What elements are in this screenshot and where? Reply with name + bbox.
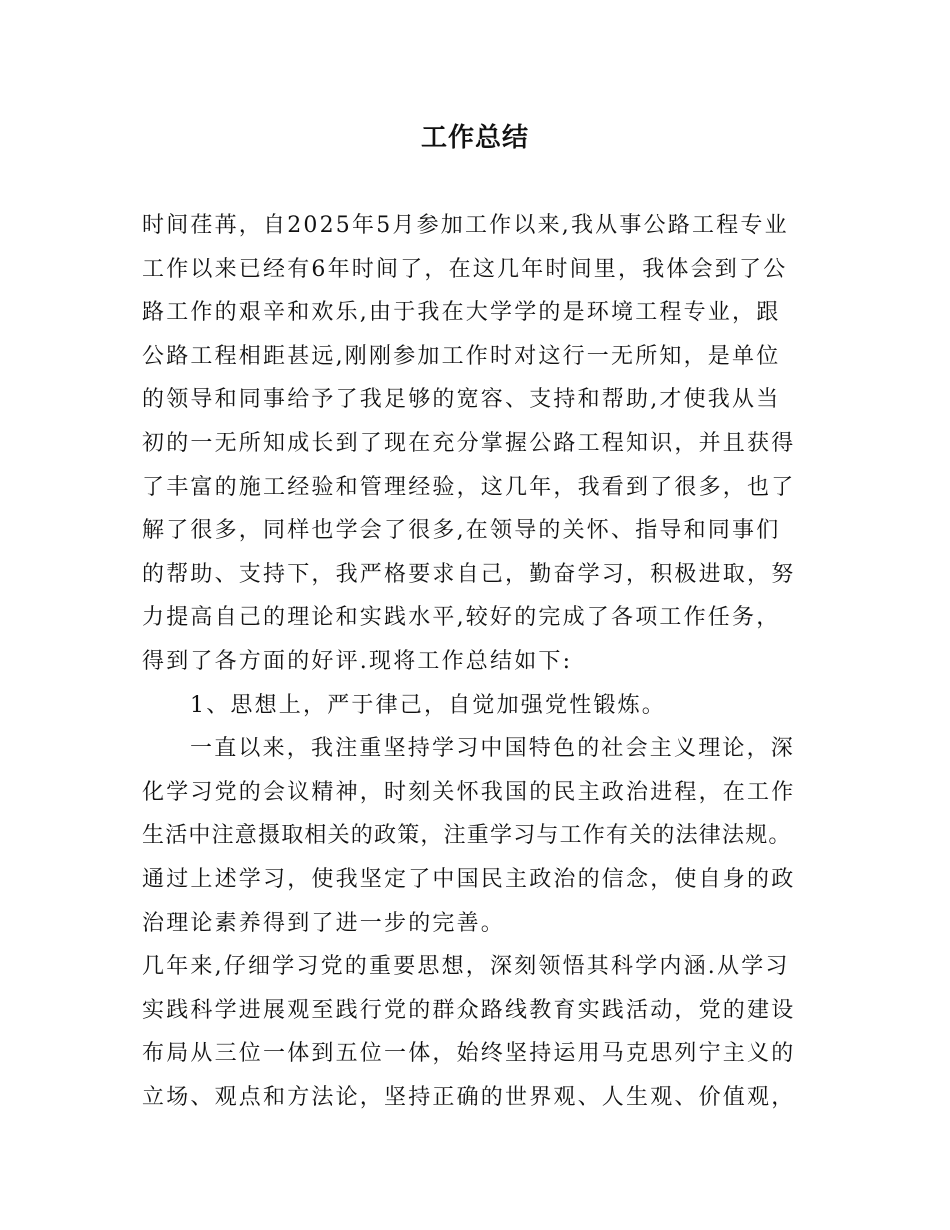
body-line: 力提高自己的理论和实践水平,较好的完成了各项工作任务， <box>142 605 781 631</box>
body-line: 得到了各方面的好评.现将工作总结如下: <box>142 648 573 674</box>
body-line: 布局从三位一体到五位一体，始终坚持运用马克思列宁主义的 <box>142 1041 796 1067</box>
section-heading: 1、思想上，严于律己，自觉加强党性锻炼。 <box>190 692 666 718</box>
document-body <box>142 204 822 1119</box>
body-line: 的帮助、支持下，我严格要求自己，勤奋学习，积极进取，努 <box>142 561 796 587</box>
body-line: 公路工程相距甚远,刚刚参加工作时对这行一无所知，是单位 <box>142 343 781 369</box>
body-line: 生活中注意摄取相关的政策，注重学习与工作有关的法律法规。 <box>142 823 792 849</box>
body-line: 路工作的艰辛和欢乐,由于我在大学学的是环境工程专业，跟 <box>142 300 781 326</box>
body-line: 化学习党的会议精神，时刻关怀我国的民主政治进程，在工作 <box>142 779 796 805</box>
body-line: 的领导和同事给予了我足够的宽容、支持和帮助,才使我从当 <box>142 387 781 413</box>
body-line: 初的一无所知成长到了现在充分掌握公路工程知识，并且获得 <box>142 430 796 456</box>
body-line: 立场、观点和方法论，坚持正确的世界观、人生观、价值观， <box>142 1084 796 1110</box>
body-line: 时间荏苒，自2025年5月参加工作以来,我从事公路工程专业 <box>142 213 789 238</box>
body-line: 解了很多，同样也学会了很多,在领导的关怀、指导和同事们 <box>142 518 781 544</box>
body-line: 了丰富的施工经验和管理经验，这几年，我看到了很多，也了 <box>142 474 796 500</box>
document-title: 工作总结 <box>420 123 529 153</box>
body-line: 通过上述学习，使我坚定了中国民主政治的信念，使自身的政 <box>142 866 796 892</box>
body-line: 工作以来已经有6年时间了，在这几年时间里，我体会到了公 <box>142 256 788 282</box>
body-line: 一直以来，我注重坚持学习中国特色的社会主义理论，深 <box>190 736 796 762</box>
body-line: 治理论素养得到了进一步的完善。 <box>142 910 506 936</box>
body-line: 实践科学进展观至践行党的群众路线教育实践活动，党的建设 <box>142 997 796 1023</box>
body-line: 几年来,仔细学习党的重要思想，深刻领悟其科学内涵.从学习 <box>142 954 790 980</box>
